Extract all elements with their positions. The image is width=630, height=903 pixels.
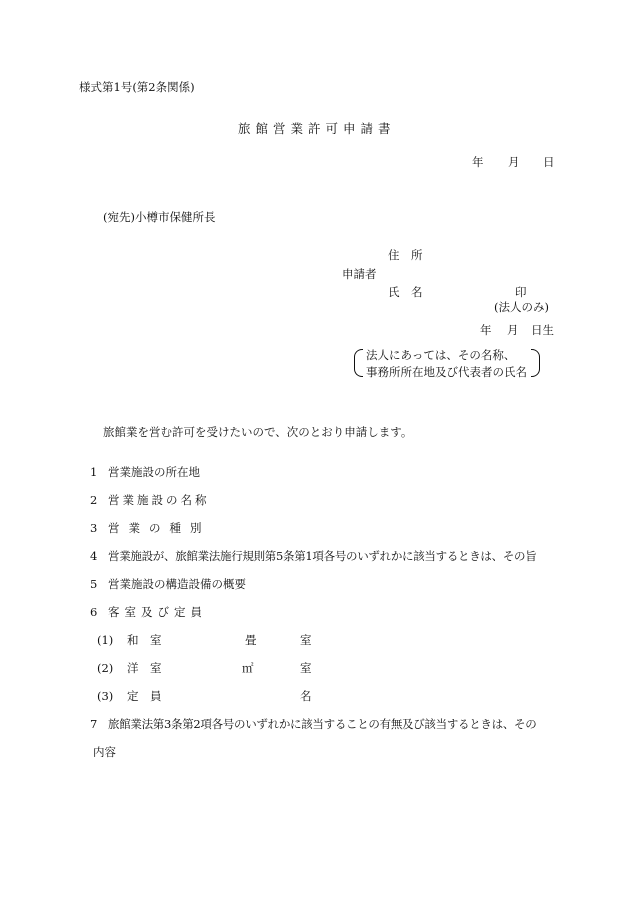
- item-text: 営業の種別: [108, 521, 211, 535]
- room-number: (1): [97, 633, 114, 647]
- item-text: 営業施設の構造設備の概要: [108, 577, 246, 591]
- birth-day: 日生: [531, 323, 554, 337]
- item-number: 6: [90, 605, 98, 619]
- seal-mark: 印: [515, 285, 527, 299]
- item-number: 4: [90, 549, 98, 563]
- form-number: 様式第1号(第2条関係): [79, 80, 195, 94]
- name-label: 氏 名: [388, 285, 423, 299]
- birth-month: 月: [507, 323, 519, 337]
- item-text: 営業施設の所在地: [108, 465, 200, 479]
- date-year: 年: [472, 155, 484, 169]
- corporation-note-line1: 法人にあっては、その名称、: [366, 348, 516, 362]
- applicant-label: 申請者: [342, 267, 377, 281]
- room-label: 定 員: [127, 689, 162, 703]
- room-count-unit: 室: [300, 633, 312, 647]
- addressee: (宛先)小樽市保健所長: [103, 210, 216, 224]
- item-number: 3: [90, 521, 98, 535]
- room-unit: 畳: [245, 633, 257, 647]
- item-number: 1: [90, 465, 98, 479]
- birth-year: 年: [480, 323, 492, 337]
- item-number: 5: [90, 577, 98, 591]
- room-label: 和 室: [127, 633, 162, 647]
- item-text: 客室及び定員: [108, 605, 207, 619]
- corporation-only-note: (法人のみ): [494, 300, 549, 314]
- item-text: 営業施設の名称: [108, 493, 210, 507]
- intro-text: 旅館業を営む許可を受けたいので、次のとおり申請します。: [103, 425, 413, 439]
- date-month: 月: [508, 155, 520, 169]
- note-bracket-left: [354, 349, 363, 377]
- address-label: 住 所: [388, 248, 423, 262]
- date-day: 日: [543, 155, 555, 169]
- item-text-continued: 内容: [93, 745, 116, 759]
- room-number: (2): [97, 661, 114, 675]
- room-count-unit: 名: [300, 689, 312, 703]
- room-count-unit: 室: [300, 661, 312, 675]
- room-number: (3): [97, 689, 114, 703]
- room-unit: ㎡: [242, 661, 254, 675]
- item-number: 2: [90, 493, 98, 507]
- room-label: 洋 室: [127, 661, 162, 675]
- corporation-note-line2: 事務所所在地及び代表者の氏名: [366, 365, 527, 379]
- item-text: 営業施設が、旅館業法施行規則第5条第1項各号のいずれかに該当するときは、その旨: [108, 549, 537, 563]
- note-bracket-right: [531, 349, 540, 377]
- item-text: 旅館業法第3条第2項各号のいずれかに該当することの有無及び該当するときは、その: [108, 717, 537, 731]
- item-number: 7: [90, 717, 98, 731]
- document-title: 旅館営業許可申請書: [238, 121, 396, 136]
